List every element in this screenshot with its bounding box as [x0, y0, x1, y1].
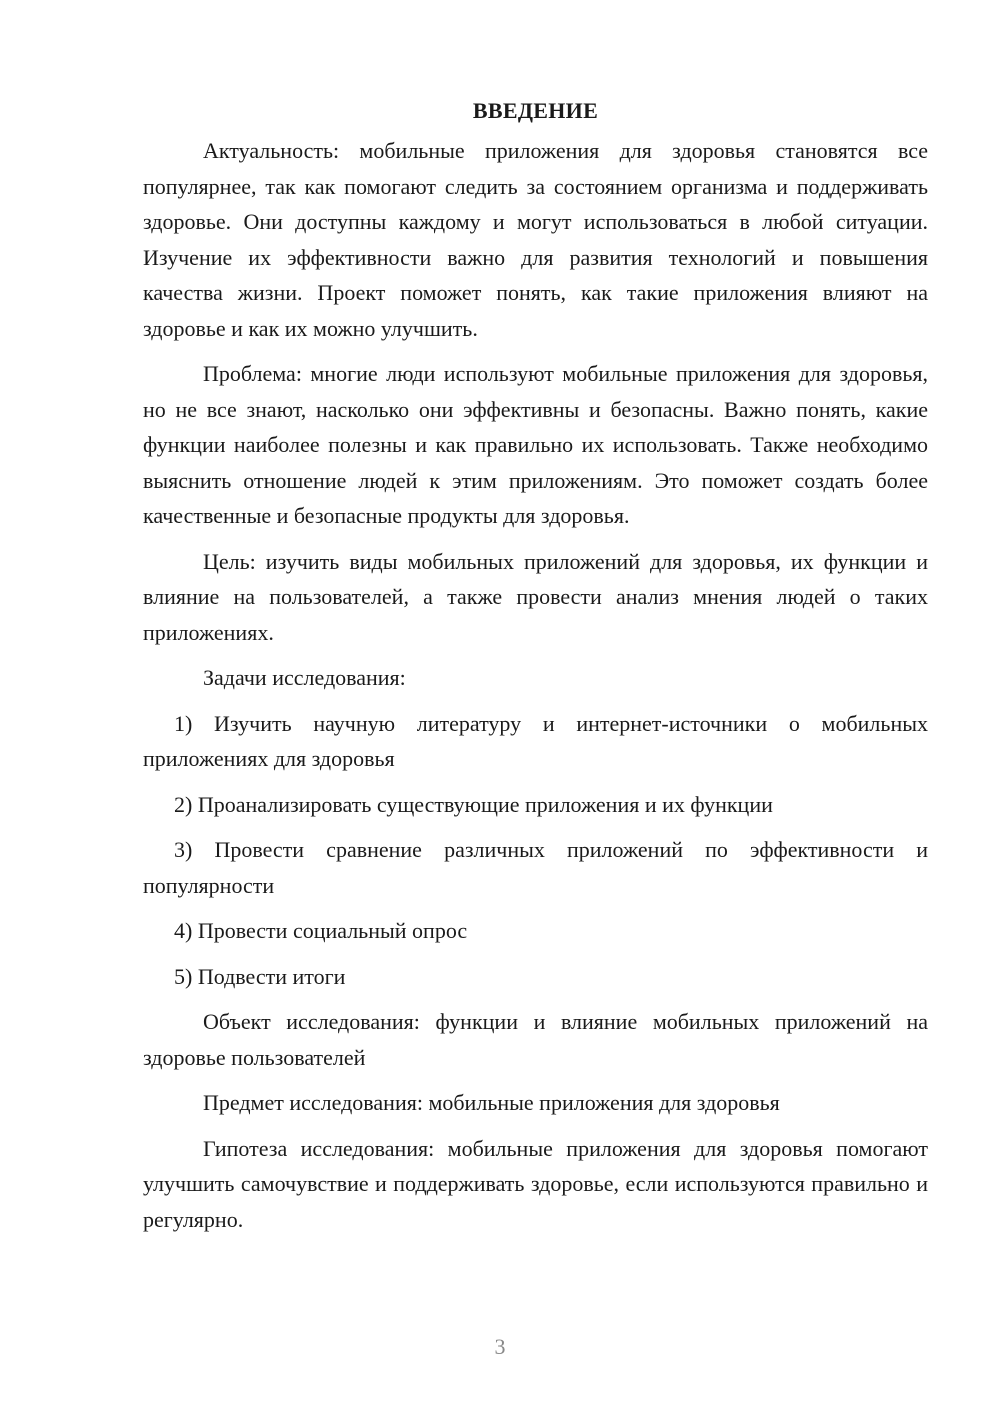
paragraph-problem: Проблема: многие люди используют мобильные приложения для здоровья, но не все знают, насколько они эффективны и безопасны. Важно понять, какие функции наиболее полезны и как правильно их использовать. Также необходимо выяснить отношение людей к этим приложениям. Это поможет создать более качественные и безопасные продукты для здоровья.: [143, 361, 928, 528]
page-number: 3: [494, 1334, 506, 1359]
paragraph-goal: Цель: изучить виды мобильных приложений для здоровья, их функции и влияние на пользователей, а также провести анализ мнения людей о таких приложениях.: [143, 548, 928, 645]
task-item-1: 1) Изучить научную литературу и интернет-источники о мобильных приложениях для здоровья: [143, 710, 928, 771]
task-item-4: 4) Провести социальный опрос: [174, 918, 468, 943]
paragraph-object: Объект исследования: функции и влияние мобильных приложений на здоровье пользователей: [143, 1009, 928, 1070]
task-item-2: 2) Проанализировать существующие приложения и их функции: [174, 791, 773, 817]
paragraph-hypothesis: Гипотеза исследования: мобильные приложения для здоровья помогают улучшить самочувствие и поддерживать здоровье, если используются правильно и регулярно.: [143, 1135, 928, 1232]
paragraph-relevance: Актуальность: мобильные приложения для здоровья становятся все популярнее, так как помогают следить за состоянием организма и поддерживать здоровье. Они доступны каждому и могут использоваться в любой ситуации. Изучение их эффективности важно для развития технологий и повышения качества жизни. Проект поможет понять, как такие приложения влияют на здоровье и как их можно улучшить.: [143, 138, 928, 341]
paragraph-tasks-heading: Задачи исследования:: [203, 665, 406, 690]
page-title: ВВЕДЕНИЕ: [472, 98, 599, 123]
task-item-3: 3) Провести сравнение различных приложений по эффективности и популярности: [143, 837, 928, 898]
task-item-5: 5) Подвести итоги: [174, 963, 346, 989]
document-page: [143, 96, 928, 1247]
paragraph-subject: Предмет исследования: мобильные приложения для здоровья: [203, 1090, 780, 1115]
